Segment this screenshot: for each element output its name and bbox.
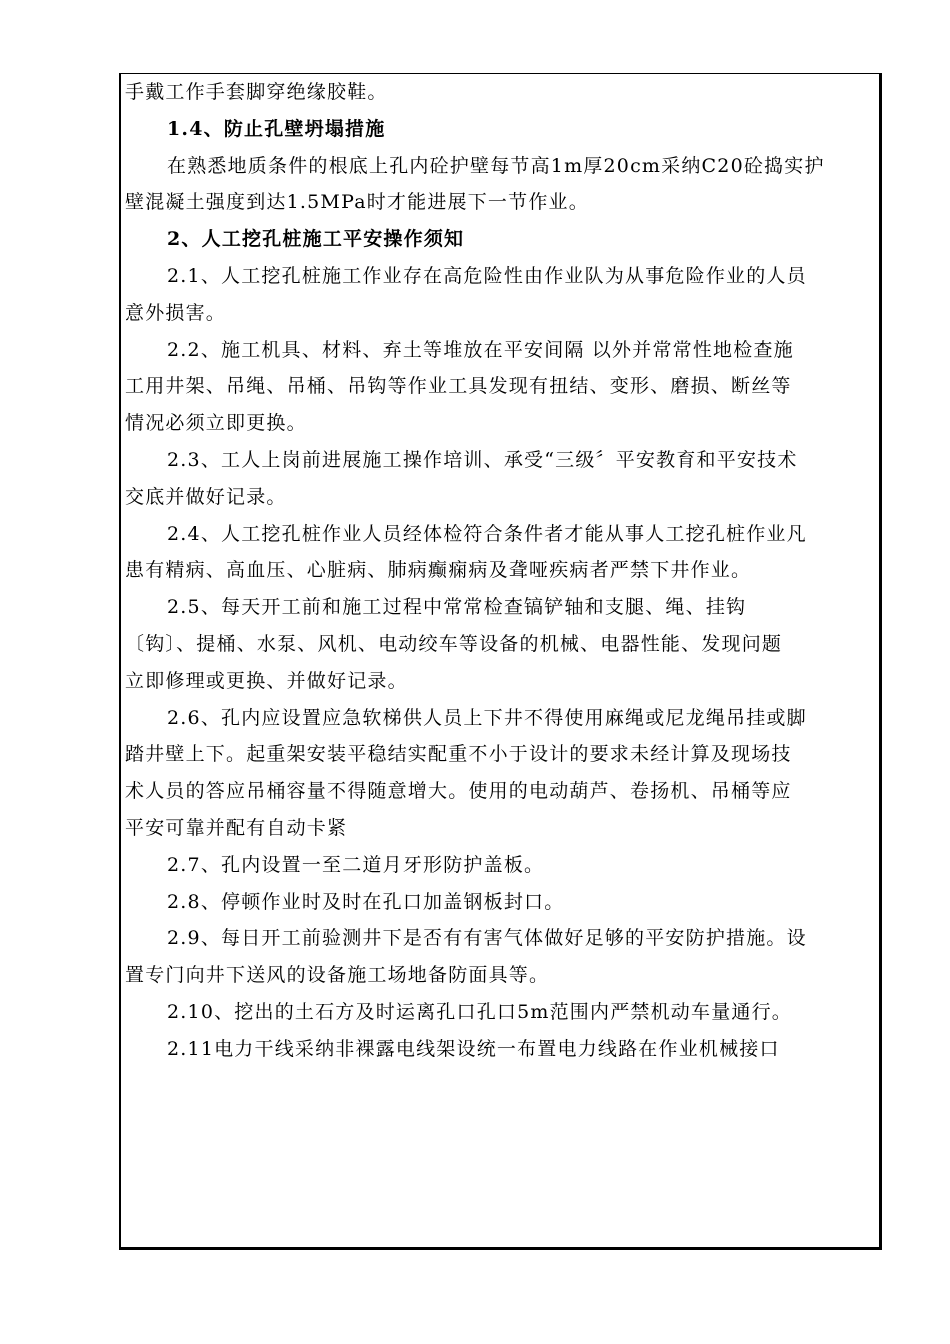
text-line: 立即修理或更换、并做好记录。 [125, 669, 408, 692]
text-line: 2.8、停顿作业时及时在孔口加盖钢板封口。 [167, 890, 565, 913]
text-line: 患有精病、高血压、心脏病、肺病癫痫病及聋哑疾病者严禁下井作业。 [125, 559, 752, 582]
text-line: 〔钩〕、提桶、水泵、风机、电动绞车等设备的机械、电器性能、发现问题 [125, 632, 783, 655]
section-heading: 2、人工挖孔桩施工平安操作须知 [167, 228, 465, 251]
text-line: 置专门向井下送风的设备施工场地备防面具等。 [125, 964, 550, 987]
text-line: 手戴工作手套脚穿绝缘胶鞋。 [125, 81, 388, 103]
text-line: 2.7、孔内设置一至二道月牙形防护盖板。 [167, 853, 545, 876]
text-line: 术人员的答应吊桶容量不得随意增大。使用的电动葫芦、卷扬机、吊桶等应 [125, 780, 792, 803]
text-line: 情况必须立即更换。 [125, 412, 307, 435]
text-line: 2.11电力干线采纳非裸露电线架设统一布置电力线路在作业机械接口 [167, 1037, 780, 1060]
section-heading: 1.4、防止孔壁坍塌措施 [167, 117, 386, 140]
text-line: 踏井壁上下。起重架安装平稳结实配重不小于设计的要求未经计算及现场技 [125, 743, 792, 766]
text-line: 交底并做好记录。 [125, 485, 287, 508]
text-line: 2.4、人工挖孔桩作业人员经体检符合条件者才能从事人工挖孔桩作业凡 [167, 522, 807, 545]
text-line: 2.1、人工挖孔桩施工作业存在高危险性由作业队为从事危险作业的人员 [167, 264, 807, 287]
text-line: 在熟悉地质条件的根底上孔内砼护壁每节高1m厚20cm采纳C20砼捣实护 [167, 154, 825, 177]
text-line: 平安可靠并配有自动卡紧 [125, 816, 348, 839]
text-line: 2.10、挖出的土石方及时运离孔口孔口5m范围内严禁机动车量通行。 [167, 1000, 793, 1023]
text-line: 壁混凝土强度到达1.5MPa时才能进展下一节作业。 [125, 191, 589, 214]
text-line: 2.2、施工机具、材料、弃土等堆放在平安间隔 以外并常常性地检查施 [167, 338, 794, 361]
document-body [125, 74, 877, 1068]
text-line: 2.3、工人上岗前进展施工操作培训、承受“三级〞平安教育和平安技术 [167, 448, 798, 471]
text-line: 2.6、孔内应设置应急软梯供人员上下井不得使用麻绳或尼龙绳吊挂或脚 [167, 706, 807, 729]
text-line: 工用井架、吊绳、吊桶、吊钩等作业工具发现有扭结、变形、磨损、断丝等 [125, 375, 792, 398]
text-line: 2.9、每日开工前验测井下是否有有害气体做好足够的平安防护措施。设 [167, 927, 807, 950]
text-line: 意外损害。 [125, 301, 227, 324]
document-frame [119, 73, 882, 1250]
text-line: 2.5、每天开工前和施工过程中常常检查镐铲轴和支腿、绳、挂钩 [167, 596, 747, 619]
